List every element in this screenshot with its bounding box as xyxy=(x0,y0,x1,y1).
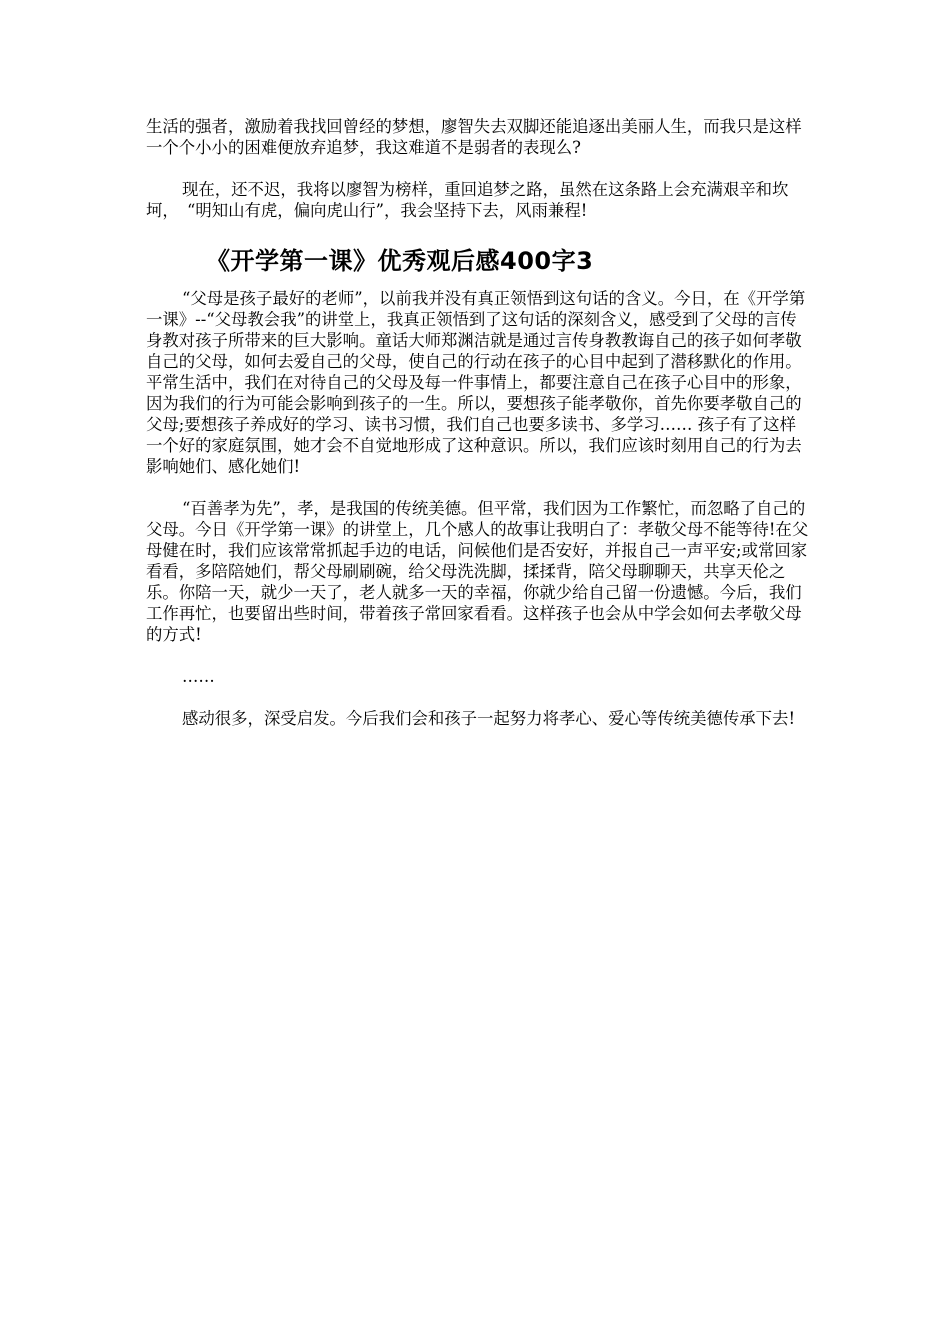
paragraph-resolve: 现在，还不迟，我将以廖智为榜样，重回追梦之路，虽然在这条路上会充满艰辛和坎坷， “明知山有虎，偏向虎山行”，我会坚持下去，风雨兼程! xyxy=(146,180,789,220)
paragraph-parents: “父母是孩子最好的老师”，以前我并没有真正领悟到这句话的含义。今日，在《开学第一课》--“父母教会我”的讲堂上，我真正领悟到了这句话的深刻含义，感受到了父母的言传身教对孩子所带来的巨大影响。童话大师郑渊洁就是通过言传身教教诲自己的孩子如何孝敬自己的父母，如何去爱自己的父母，使自己的行动在孩子的心目中起到了潜移默化的作用。平常生活中，我们在对待自己的父母及每一件事情上，都要注意自己在孩子心目中的形象，因为我们的行为可能会影响到孩子的一生。所以，要想孩子能孝敬你，首先你要孝敬自己的父母;要想孩子养成好的学习、读书习惯，我们自己也要多读书、多学习…… 孩子有了这样一个好的家庭氛围，她才会不自觉地形成了这种意识。所以，我们应该时刻用自己的行为去影响她们、感化她们! xyxy=(146,289,806,476)
section-heading: 《开学第一课》优秀观后感400字3 xyxy=(206,247,594,275)
document-page xyxy=(146,116,810,729)
paragraph-closing: 感动很多，深受启发。今后我们会和孩子一起努力将孝心、爱心等传统美德传承下去! xyxy=(182,709,796,728)
ellipsis-text: …… xyxy=(182,667,215,686)
paragraph-filial-piety: “百善孝为先”，孝，是我国的传统美德。但平常，我们因为工作繁忙，而忽略了自己的父母。今日《开学第一课》的讲堂上，几个感人的故事让我明白了：孝敬父母不能等待!在父母健在时，我们应该常常抓起手边的电话，问候他们是否安好，并报自己一声平安;或常回家看看，多陪陪她们，帮父母刷刷碗，给父母洗洗脚，揉揉背，陪父母聊聊天，共享天伦之乐。你陪一天，就少一天了，老人就多一天的幸福，你就少给自己留一份遗憾。今后，我们工作再忙，也要留出些时间，带着孩子常回家看看。这样孩子也会从中学会如何去孝敬父母的方式! xyxy=(146,499,809,644)
paragraph-intro: 生活的强者，激励着我找回曾经的梦想，廖智失去双脚还能追逐出美丽人生，而我只是这样一个个小小的困难便放弃追梦，我这难道不是弱者的表现么? xyxy=(146,117,802,157)
